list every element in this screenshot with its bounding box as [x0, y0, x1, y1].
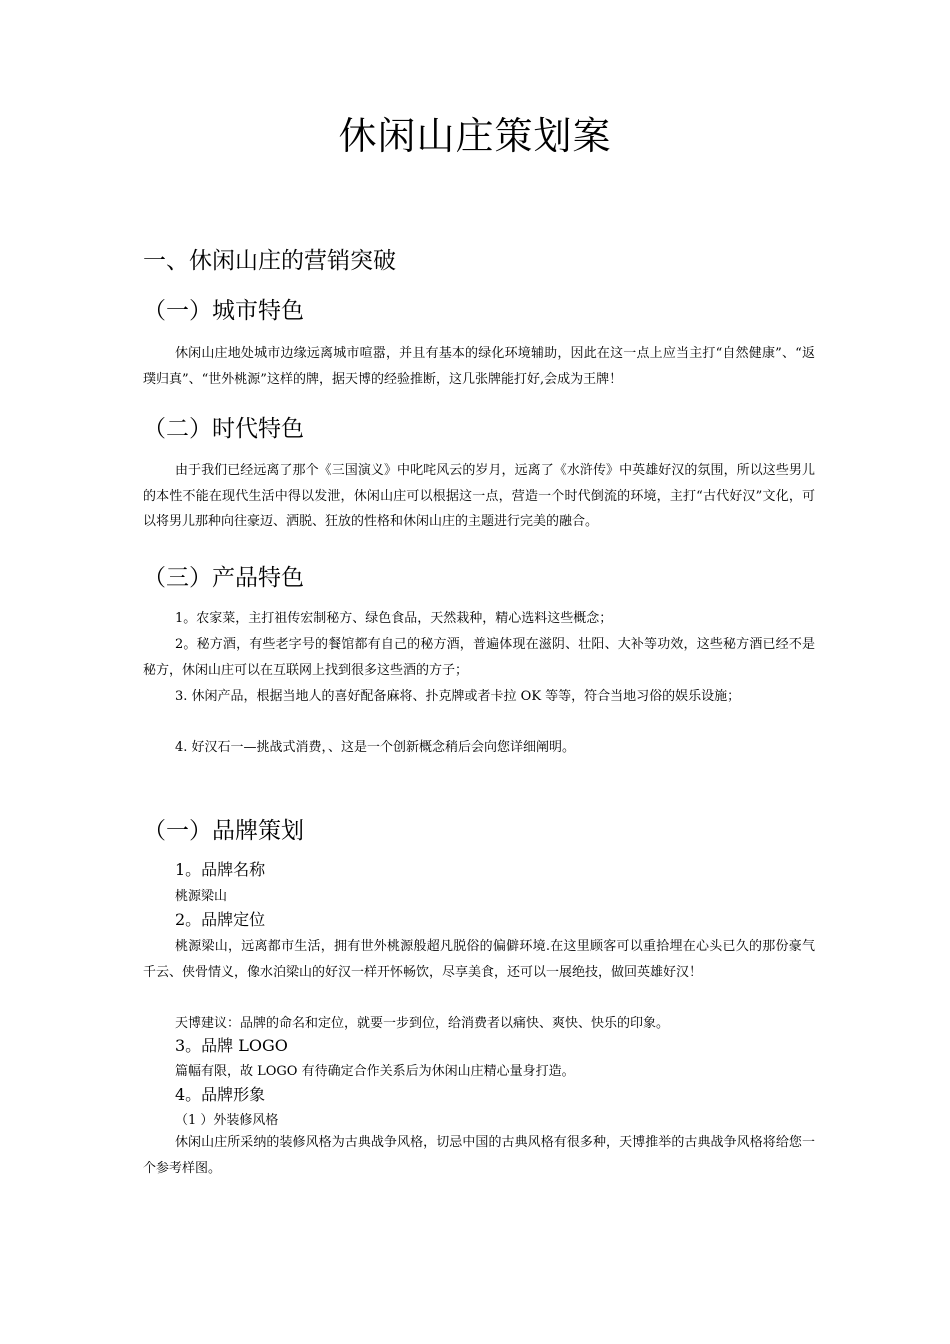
- product-item-1: 1。农家菜，主打祖传宏制秘方、绿色食品，天然栽种，精心选料这些概念；: [175, 611, 613, 626]
- brand-image-body: 休闲山庄所采纳的装修风格为古典战争风格，切忌中国的古典风格有很多种，天博推举的古典战争风格将给您一个参考样图。: [143, 1135, 815, 1176]
- brand-name-body: 桃源梁山: [175, 889, 228, 904]
- brand-suggestion: 天博建议：品牌的命名和定位，就要一步到位，给消费者以痛快、爽快、快乐的印象。: [175, 1016, 670, 1031]
- section-heading-brand: （一）品牌策划: [143, 818, 304, 844]
- paragraph-city: 休闲山庄地处城市边缘远离城市喧嚣，并且有基本的绿化环境辅助，因此在这一点上应当主打“自然健康”、“返璞归真”、“世外桃源”这样的牌，据天博的经验推断，这几张牌能打好,会成为王牌！: [143, 346, 815, 387]
- brand-logo-body: 篇幅有限，故 LOGO 有待确定合作关系后为休闲山庄精心量身打造。: [175, 1064, 575, 1079]
- brand-image-subheading: （1 ）外装修风格: [175, 1113, 279, 1128]
- subsection-heading-city: （一）城市特色: [143, 298, 304, 324]
- section-heading-marketing: 一、休闲山庄的营销突破: [143, 248, 396, 274]
- brand-name-heading: 1。品牌名称: [175, 860, 266, 879]
- subsection-heading-era: （二）时代特色: [143, 416, 304, 442]
- product-item-2: 2。秘方酒，有些老字号的餐馆都有自己的秘方酒，普遍体现在滋阴、壮阳、大补等功效，这些秘方酒已经不是秘方，休闲山庄可以在互联网上找到很多这些酒的方子；: [143, 637, 815, 678]
- product-item-3: 3. 休闲产品，根据当地人的喜好配备麻将、扑克牌或者卡拉 OK 等等，符合当地习俗的娱乐设施；: [175, 689, 741, 704]
- brand-position-body: 桃源梁山，远离都市生活，拥有世外桃源般超凡脱俗的偏僻环境.在这里顾客可以重拾埋在心头已久的那份豪气千云、侠骨情义，像水泊梁山的好汉一样开怀畅饮，尽享美食，还可以一展绝技，做回英雄好汉！: [143, 939, 815, 980]
- brand-position-heading: 2。品牌定位: [175, 910, 266, 929]
- document-title: 休闲山庄策划案: [338, 114, 612, 158]
- brand-image-heading: 4。品牌形象: [175, 1085, 266, 1104]
- paragraph-era: 由于我们已经远离了那个《三国演义》中叱咤风云的岁月，远离了《水浒传》中英雄好汉的氛围，所以这些男儿的本性不能在现代生活中得以发泄，休闲山庄可以根据这一点，营造一个时代倒流的环境，主打“古代好汉”文化，可以将男儿那种向往豪迈、洒脱、狂放的性格和休闲山庄的主题进行完美的融合。: [143, 463, 815, 529]
- subsection-heading-product: （三）产品特色: [143, 565, 304, 591]
- brand-logo-heading: 3。品牌 LOGO: [175, 1036, 288, 1055]
- product-item-4: 4. 好汉石一—挑战式消费，、这是一个创新概念稍后会向您详细阐明。: [175, 740, 576, 755]
